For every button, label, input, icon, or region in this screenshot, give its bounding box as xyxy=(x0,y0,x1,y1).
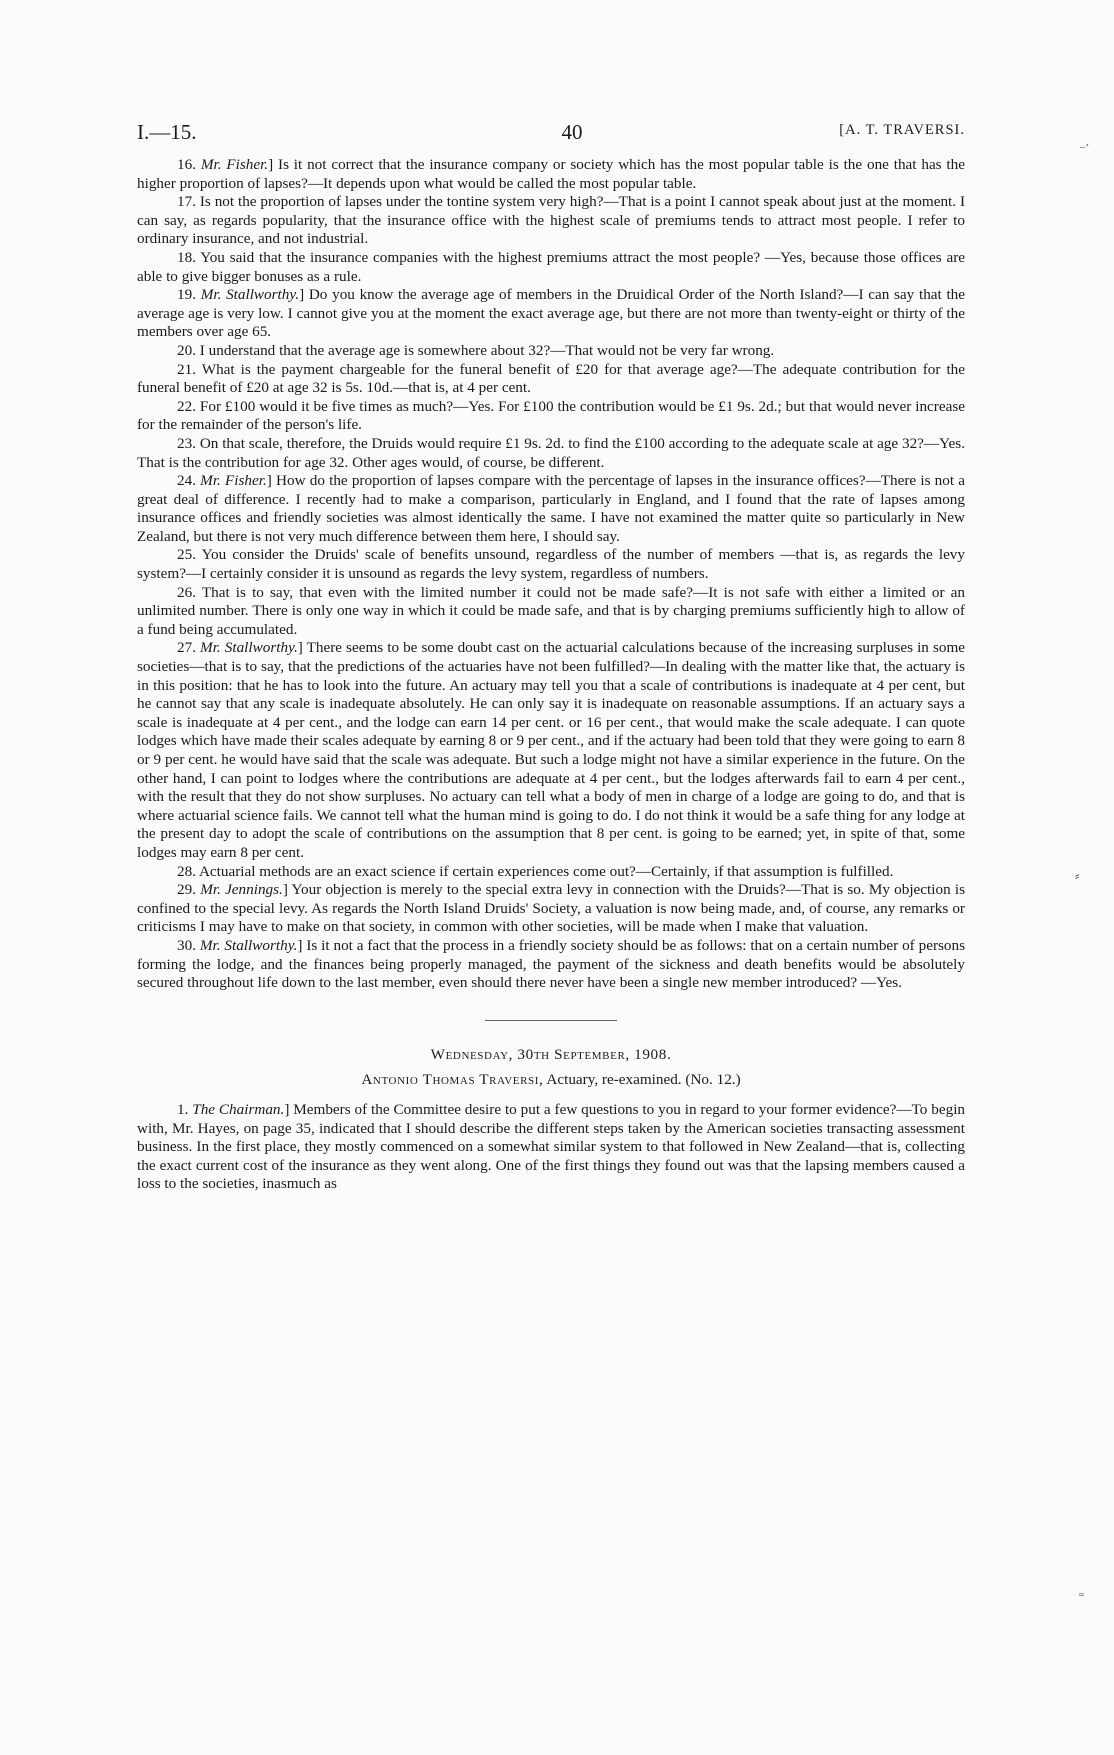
speaker-name: Mr. Fisher. xyxy=(200,472,267,490)
question-number: 22. xyxy=(177,397,196,415)
question-text: Is not the proportion of lapses under the tontine system very high?—That is a point I cannot speak about just at the moment. I can say, as regards popularity, that the insurance office with the highest scale of premiums tends to attract most people. I refer to ordinary insurance, and not industrial. xyxy=(137,193,965,248)
question-number: 23. xyxy=(177,434,196,452)
question-text: For £100 would it be five times as much?—Yes. For £100 the contribution would be £1 9s. 2d.; but that would never increase for the remainder of the person's life. xyxy=(137,397,965,434)
question-number: 17. xyxy=(177,193,196,211)
question-paragraph xyxy=(137,863,965,882)
question-text: You consider the Druids' scale of benefits unsound, regardless of the number of members —that is, as regards the levy system?—I certainly consider it is unsound as regards the levy system, regardless of numbers. xyxy=(137,546,965,583)
speaker-name: Mr. Stallworthy. xyxy=(200,639,298,657)
speaker-name: Mr. Stallworthy. xyxy=(200,286,300,304)
question-text: ] Your objection is merely to the special extra levy in connection with the Druids?—That is so. My objection is confined to the special levy. As regards the North Island Druids' Society, a valuation is now being made, and, of course, any remarks or criticisms I may have to make on that society, in common with other societies, will be made when I make that valuation. xyxy=(137,881,965,936)
date-heading: Wednesday, 30th September, 1908. xyxy=(430,1045,672,1063)
question-text: ] Members of the Committee desire to put a few questions to you in regard to your former evidence?—To begin with, Mr. Hayes, on page 35, indicated that I should describe the different steps taken by the American societies transacting assessment business. In the first place, they mostly commenced on a somewhat similar system to that followed in New Zealand—that is, collecting the exact current cost of the insurance as they went along. One of the first things they found out was that the lapsing members caused a loss to the societies, inasmuch as xyxy=(137,1100,966,1193)
question-paragraph xyxy=(137,156,965,193)
margin-mark: ⁻′ xyxy=(1079,143,1089,158)
page-header xyxy=(137,120,965,156)
question-paragraph xyxy=(137,249,965,286)
question-number: 19. xyxy=(177,286,196,304)
question-paragraph xyxy=(137,937,965,993)
question-text: ] How do the proportion of lapses compare with the percentage of lapses in the insurance offices?—There is not a great deal of difference. I recently had to make a comparison, particularly in England, and I found that the rate of lapses among insurance offices and friendly societies was almost identically the same. I have not examined the matter quite so particularly in New Zealand, but there is not very much difference between them here, I should say. xyxy=(137,472,965,545)
question-paragraph xyxy=(137,342,965,361)
question-text: You said that the insurance companies with the highest premiums attract the most people? —Yes, because those offices are able to give bigger bonuses as a rule. xyxy=(137,248,966,285)
question-number: 30. xyxy=(177,936,196,954)
section-divider xyxy=(485,1020,617,1021)
question-paragraph xyxy=(137,1101,965,1194)
question-number: 20. xyxy=(177,341,196,359)
question-number: 28. xyxy=(177,862,196,880)
question-paragraph xyxy=(137,639,965,862)
speaker-name: The Chairman. xyxy=(192,1100,285,1118)
question-list xyxy=(137,156,965,993)
speaker-name: Mr. Jennings. xyxy=(200,881,283,899)
question-text: ] Is it not correct that the insurance company or society which has the most popular table is the one that has the higher proportion of lapses?—It depends upon what would be called the most popular table. xyxy=(137,156,965,192)
question-text: Actuarial methods are an exact science if certain experiences come out?—Certainly, if that assumption is fulfilled. xyxy=(198,862,894,880)
witness-name: Antonio Thomas Traversi, xyxy=(361,1071,544,1089)
question-paragraph xyxy=(137,472,965,546)
question-number: 1. xyxy=(177,1100,189,1118)
margin-mark: ⁼ xyxy=(1078,1590,1085,1605)
speaker-name: Mr. Fisher. xyxy=(200,156,269,173)
witness-description: Actuary, re-examined. (No. 12.) xyxy=(543,1071,741,1089)
question-text: That is to say, that even with the limited number it could not be made safe?—It is not safe with either a limited or an unlimited number. There is only one way in which it could be made safe, and that is by charging premiums sufficiently high to allow of a fund being accumulated. xyxy=(137,583,965,638)
question-text: ] There seems to be some doubt cast on the actuarial calculations because of the increasing surpluses in some societies—that is to say, that the predictions of the actuaries have not been fulfilled?—In dealing with the matter like that, the actuary is in this position: that he has to look into the future. An actuary may tell you that a scale of contributions is inadequate at 4 per cent, but he cannot say that any scale is inadequate absolutely. He can only say it is inadequate on reasonable assumptions. If an actuary says a scale is inadequate at 4 per cent., and the lodge can earn 14 per cent. or 16 per cent., that would make the scale adequate. I can quote lodges which have made their scales adequate by earning 8 or 9 per cent., and if the actuary had been told that they were going to earn 8 or 9 per cent. he would have said that the scale was adequate. But such a lodge might not have a similar experience in the future. On the other hand, I can point to lodges where the contributions are adequate at 4 per cent., but the lodges afterwards fail to earn 4 per cent., with the result that they do not show surpluses. No actuary can tell what a body of men in charge of a lodge are going to do, and that is where actuarial science fails. We cannot tell what the human mind is going to do. I do not think it would be a safe thing for any lodge at the present day to adopt the scale of contributions on the assumption that 8 per cent. is going to be earned; yet, in spite of that, some lodges may earn 8 per cent. xyxy=(137,639,966,861)
question-paragraph xyxy=(137,398,965,435)
question-paragraph xyxy=(137,286,965,342)
document-page xyxy=(137,120,965,1194)
evidence-body xyxy=(137,156,965,1194)
question-number: 26. xyxy=(177,583,196,601)
question-paragraph xyxy=(137,193,965,249)
question-paragraph xyxy=(137,584,965,640)
margin-mark: ⸗ xyxy=(1075,869,1080,884)
question-number: 18. xyxy=(177,248,196,266)
question-paragraph xyxy=(137,546,965,583)
witness-heading xyxy=(137,1071,965,1090)
page-number: 40 xyxy=(561,120,583,144)
question-number: 29. xyxy=(177,881,196,899)
question-text: On that scale, therefore, the Druids would require £1 9s. 2d. to find the £100 according to the adequate scale at age 32?—Yes. That is the contribution for age 32. Other ages would, of course, be different. xyxy=(137,434,966,471)
speaker-name: Mr. Stallworthy. xyxy=(199,936,298,954)
question-text: ] Do you know the average age of members in the Druidical Order of the North Island?—I can say that the average age is very low. I cannot give you at the moment the exact average age, but there are not more than twenty-eight or thirty of the members over age 65. xyxy=(137,286,966,341)
question-number: 27. xyxy=(177,639,196,657)
question-text: ] Is it not a fact that the process in a friendly society should be as follows: that on a certain number of persons forming the lodge, and the finances being properly managed, the payment of the sickness and death benefits would be absolutely secured throughout life down to the last member, even should there never have been a single new member introduced? —Yes. xyxy=(137,936,966,992)
question-text: I understand that the average age is somewhere about 32?—That would not be very far wrong. xyxy=(199,341,775,359)
question-number: 25. xyxy=(177,546,196,564)
question-paragraph xyxy=(137,435,965,472)
question-paragraph xyxy=(137,881,965,937)
witness-running-head: [A. T. TRAVERSI. xyxy=(839,122,965,138)
question-number: 24. xyxy=(177,472,196,490)
question-number: 21. xyxy=(177,360,196,378)
question-paragraph xyxy=(137,361,965,398)
question-text: What is the payment chargeable for the funeral benefit of £20 for that average age?—The adequate contribution for the funeral benefit of £20 at age 32 is 5s. 10d.—that is, at 4 per cent. xyxy=(137,360,965,397)
document-reference: I.—15. xyxy=(137,120,197,144)
question-number: 16. xyxy=(177,156,196,173)
